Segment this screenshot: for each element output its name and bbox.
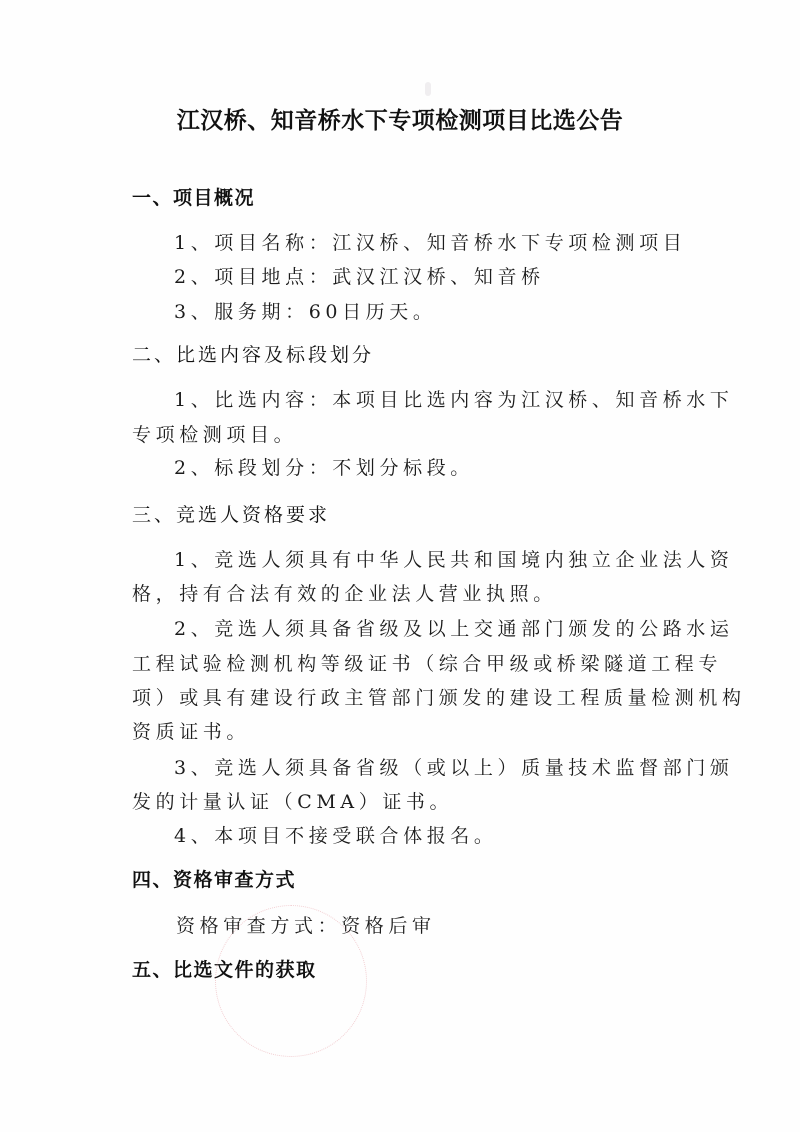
paragraph-line: 项）或具有建设行政主管部门颁发的建设工程质量检测机构: [132, 687, 746, 709]
paragraph-line: 1、比选内容：本项目比选内容为江汉桥、知音桥水下: [174, 389, 734, 411]
paragraph-line: 3、竞选人须具备省级（或以上）质量技术监督部门颁: [174, 757, 734, 779]
paragraph-line: 工程试验检测机构等级证书（综合甲级或桥梁隧道工程专: [132, 653, 723, 675]
paragraph-line: 3、服务期：60日历天。: [174, 301, 437, 323]
section-heading-content: 二、比选内容及标段划分: [132, 344, 375, 366]
paragraph-line: 资质证书。: [132, 721, 251, 743]
paragraph-line: 1、项目名称：江汉桥、知音桥水下专项检测项目: [174, 232, 687, 254]
paragraph-line: 发的计量认证（CMA）证书。: [132, 791, 454, 813]
paragraph-line: 2、标段划分：不划分标段。: [174, 457, 474, 479]
section-heading-qualifications: 三、竞选人资格要求: [132, 504, 331, 526]
official-seal-stamp: [215, 905, 367, 1057]
section-heading-review: 四、资格审查方式: [132, 869, 297, 891]
section-heading-documents: 五、比选文件的获取: [132, 959, 317, 981]
paragraph-line: 4、本项目不接受联合体报名。: [174, 825, 498, 847]
paragraph-line: 格，持有合法有效的企业法人营业执照。: [132, 583, 557, 605]
document-title: 江汉桥、知音桥水下专项检测项目比选公告: [176, 107, 624, 134]
paragraph-line: 资格审查方式：资格后审: [176, 915, 436, 937]
paragraph-line: 2、竞选人须具备省级及以上交通部门颁发的公路水运: [174, 618, 734, 640]
paragraph-line: 2、项目地点：武汉江汉桥、知音桥: [174, 266, 545, 288]
section-heading-overview: 一、项目概况: [132, 187, 256, 209]
paragraph-line: 1、竞选人须具有中华人民共和国境内独立企业法人资: [174, 549, 734, 571]
paragraph-line: 专项检测项目。: [132, 424, 298, 446]
scan-speck: [425, 82, 431, 96]
